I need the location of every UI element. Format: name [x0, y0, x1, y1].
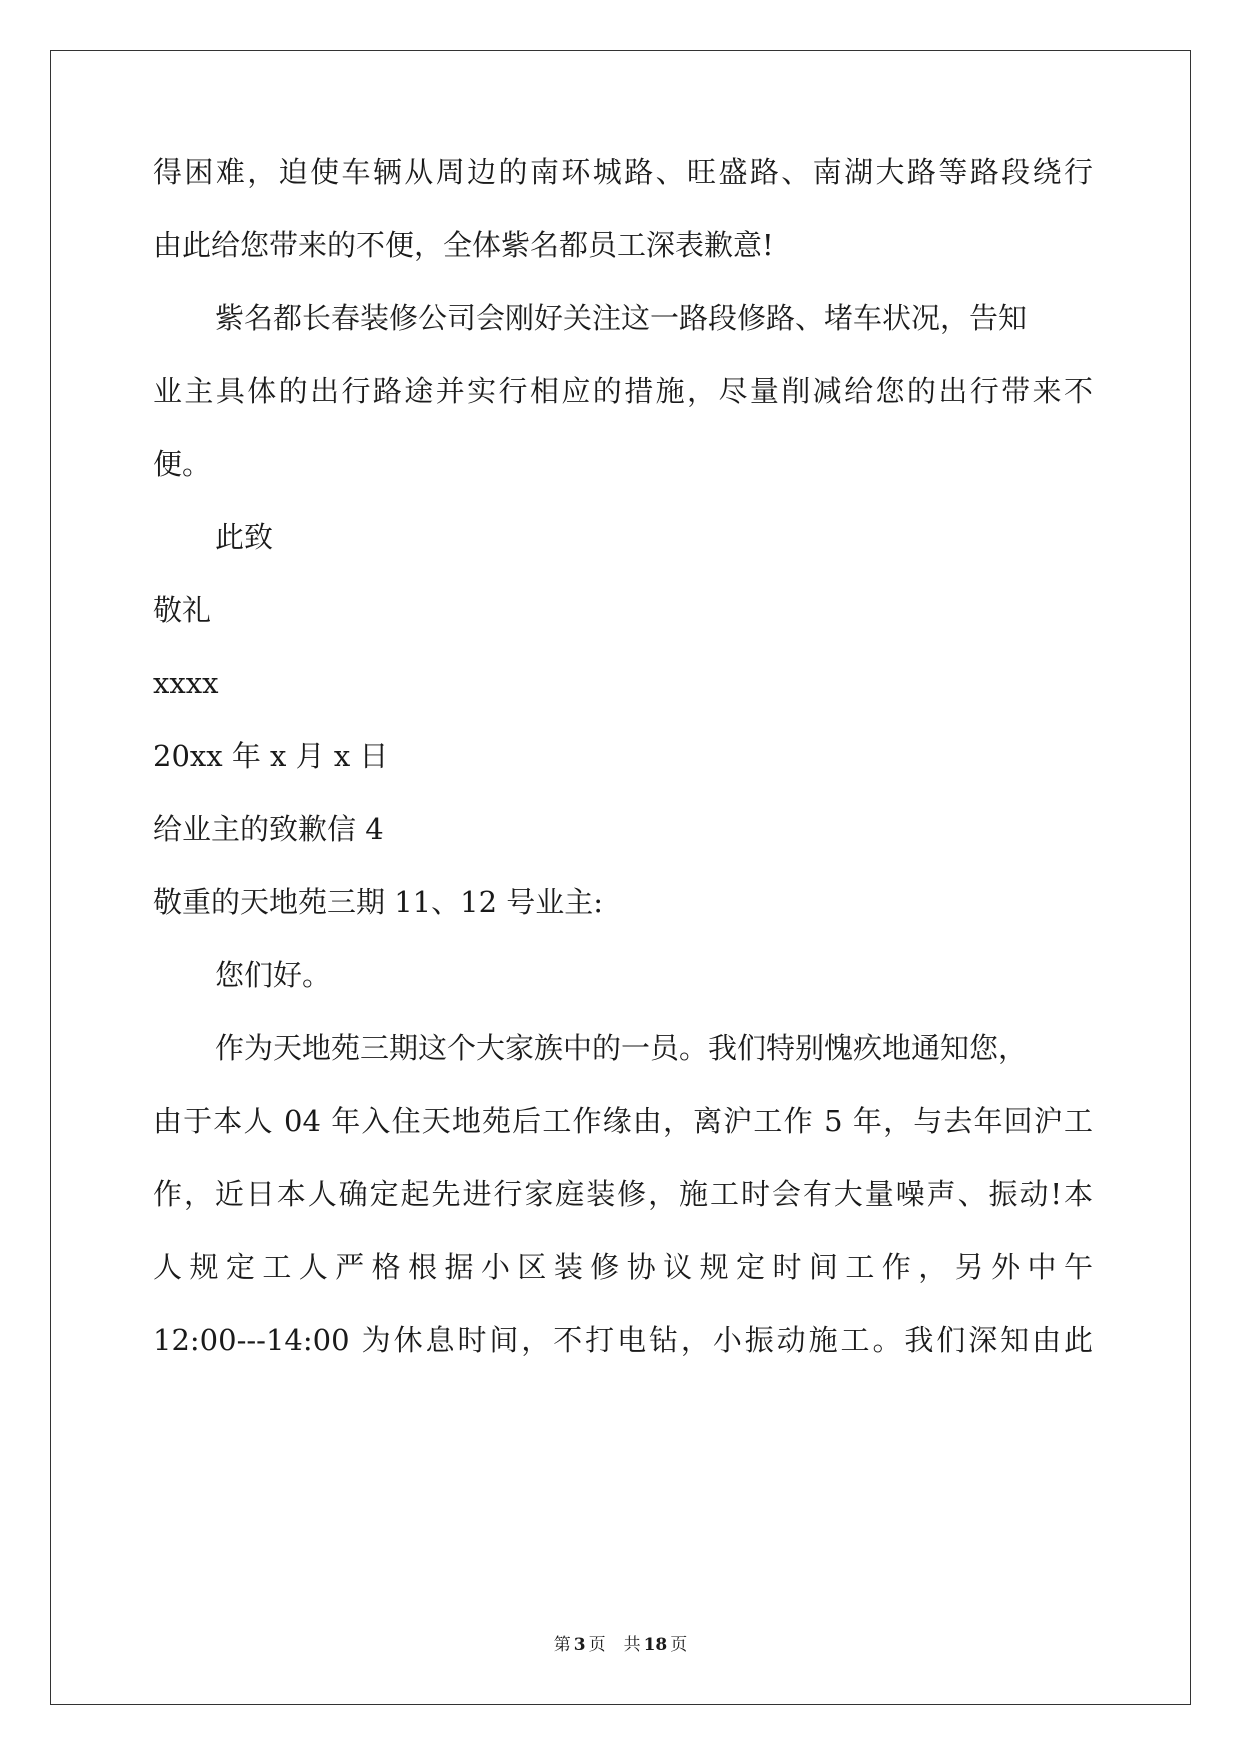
greeting: 您们好。 [215, 958, 332, 992]
closing-phrase: 此致 [215, 520, 274, 554]
text-line: 便。 [153, 447, 212, 481]
footer-total-suffix: 页 [670, 1635, 688, 1655]
text-line: 人规定工人严格根据小区装修协议规定时间工作，另外中午 [153, 1250, 1093, 1284]
text-line: 由此给您带来的不便，全体紫名都员工深表歉意! [153, 228, 774, 262]
page-footer [0, 1633, 1241, 1657]
text-line: 得困难，迫使车辆从周边的南环城路、旺盛路、南湖大路等路段绕行 [153, 155, 1093, 189]
text-line: 由于本人 04 年入住天地苑后工作缘由，离沪工作 5 年，与去年回沪工 [153, 1104, 1093, 1138]
footer-total-prefix: 共 [623, 1635, 641, 1655]
footer-total-number: 18 [643, 1635, 668, 1655]
text-line: 业主具体的出行路途并实行相应的措施，尽量削减给您的出行带来不 [153, 374, 1093, 408]
signature: xxxx [153, 666, 219, 700]
paragraph-first-line: 紫名都长春装修公司会刚好关注这一路段修路、堵车状况，告知 [215, 301, 1028, 335]
footer-page-number: 3 [573, 1635, 586, 1655]
salutation: 敬重的天地苑三期 11、12 号业主: [153, 885, 604, 919]
date-line: 20xx 年 x 月 x 日 [153, 739, 389, 773]
text-line: 12:00---14:00 为休息时间，不打电钻，小振动施工。我们深知由此 [153, 1323, 1093, 1357]
letter-title: 给业主的致歉信 4 [153, 812, 384, 846]
footer-page-prefix: 第 [553, 1635, 571, 1655]
text-line: 作，近日本人确定起先进行家庭装修，施工时会有大量噪声、振动!本 [153, 1177, 1093, 1211]
closing-salutation: 敬礼 [153, 593, 212, 627]
footer-page-suffix: 页 [588, 1635, 606, 1655]
paragraph-first-line: 作为天地苑三期这个大家族中的一员。我们特别愧疚地通知您， [215, 1031, 1028, 1065]
